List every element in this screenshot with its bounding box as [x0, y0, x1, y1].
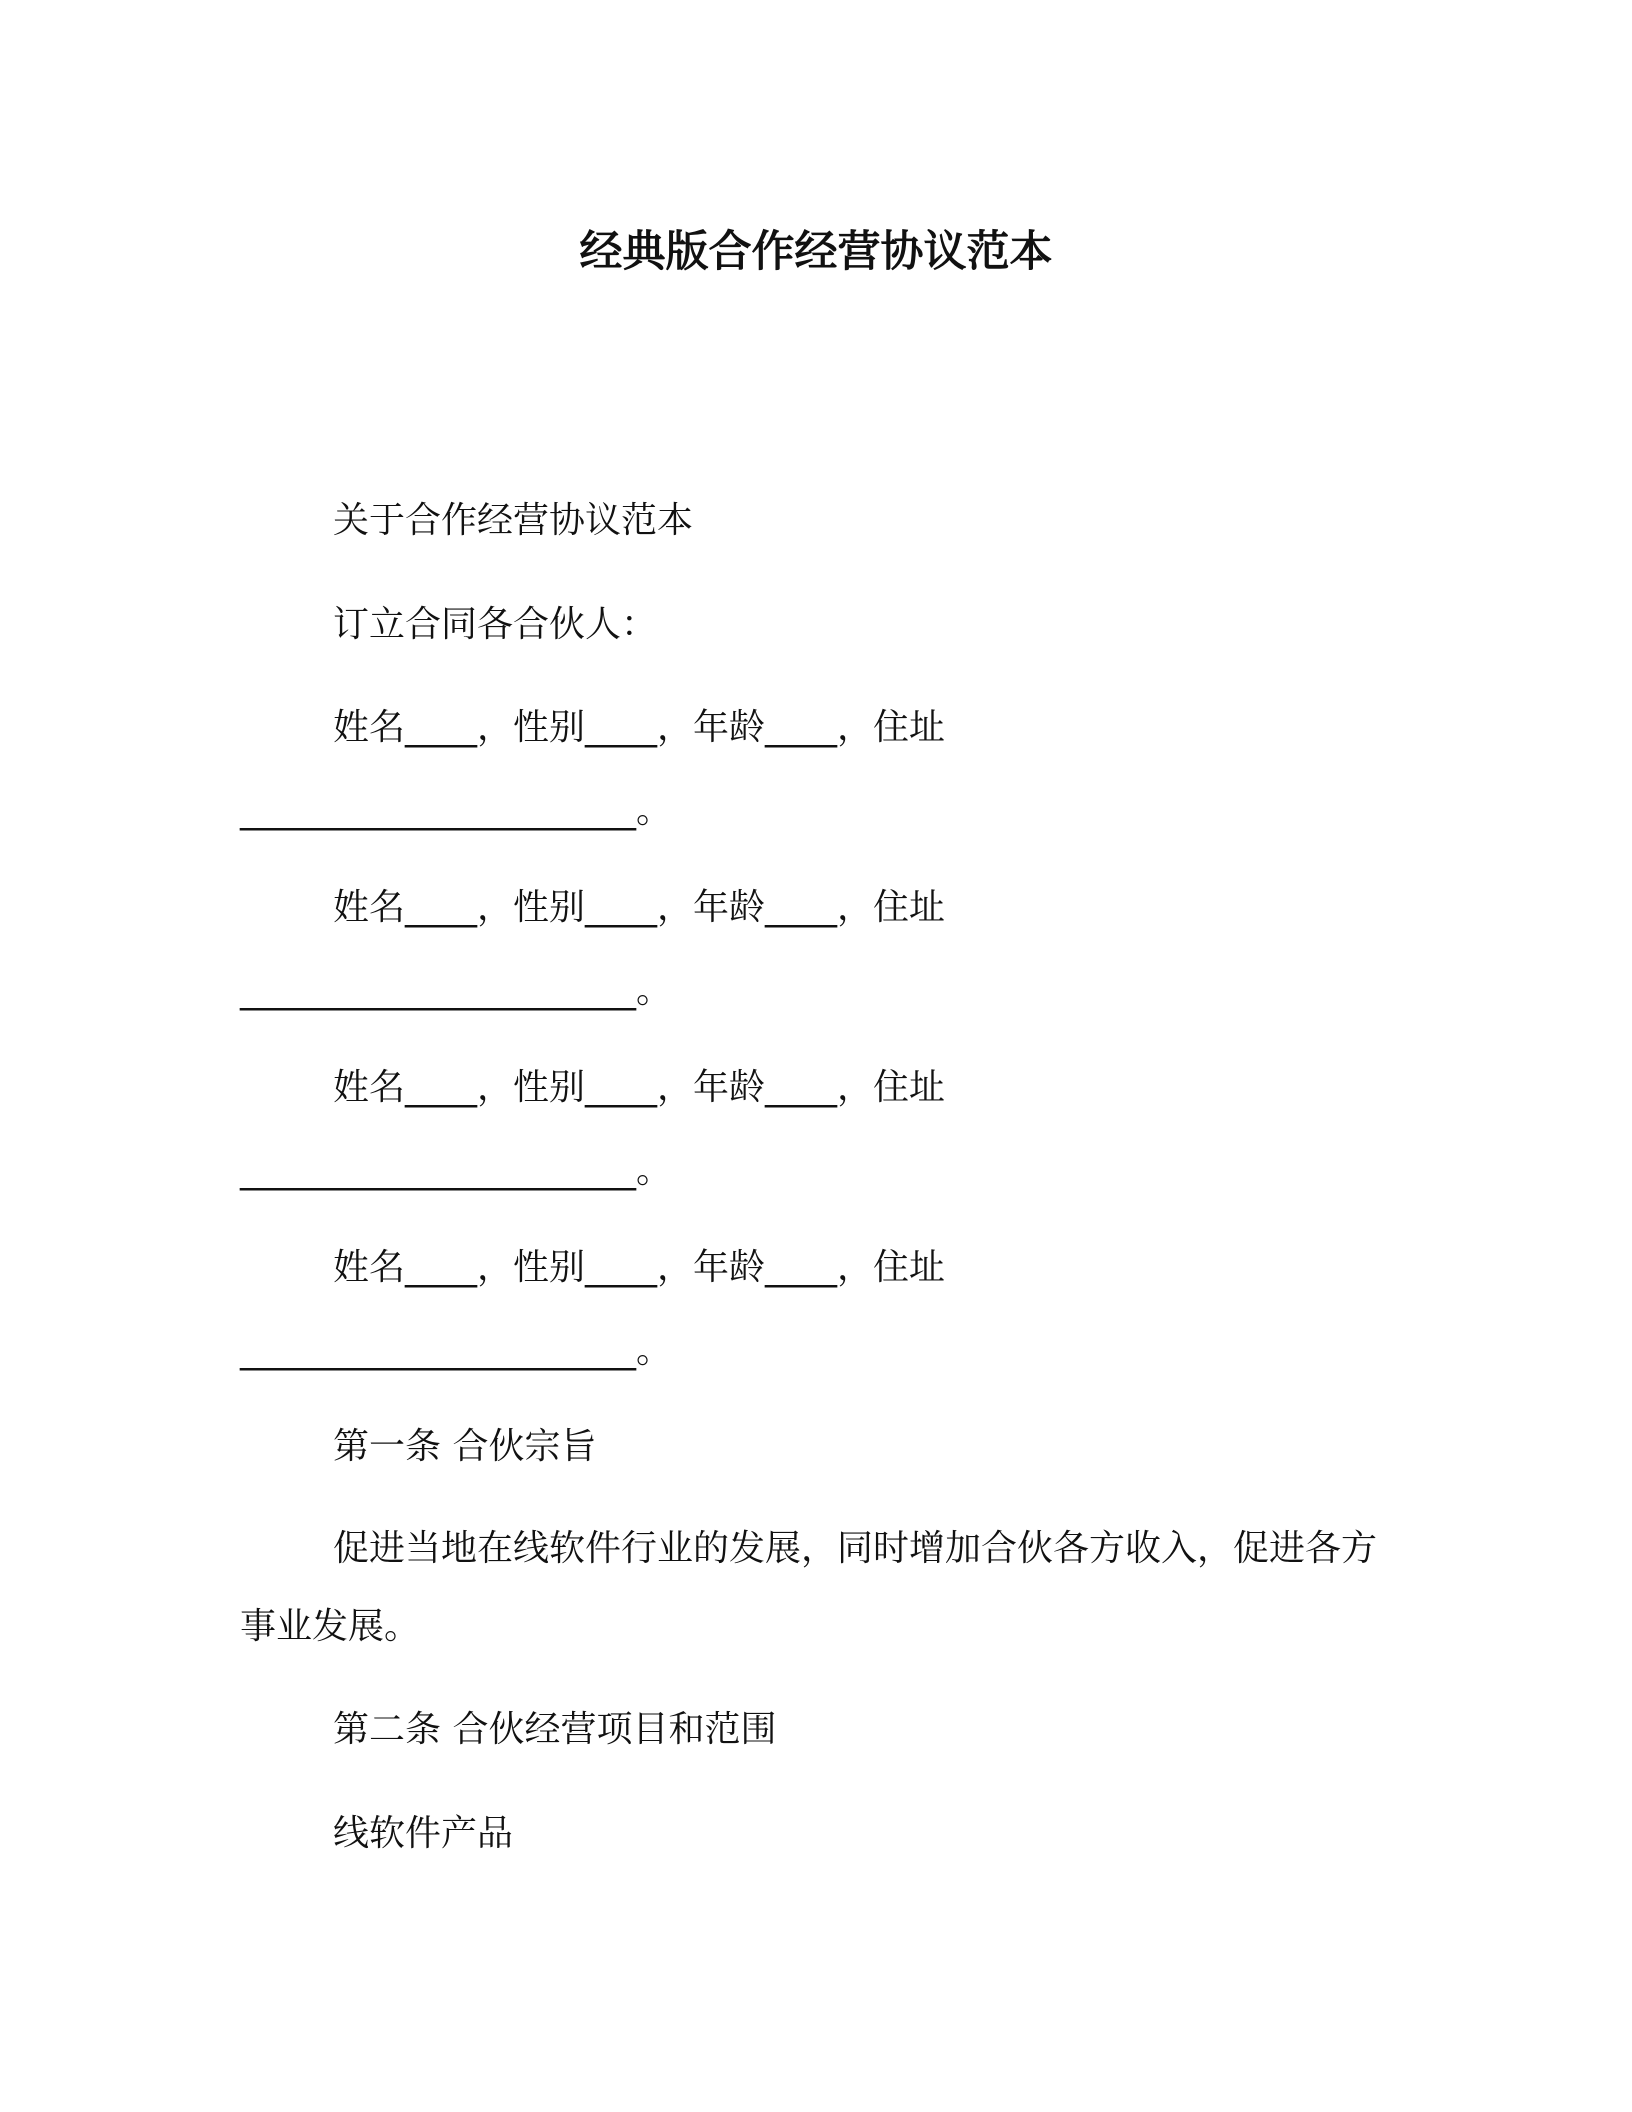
parties-heading: 订立合同各合伙人： [333, 604, 658, 645]
document-title: 经典版合作经营协议范本 [579, 227, 1053, 277]
party-1-line: 姓名____，性别____，年龄____，住址 [333, 707, 946, 748]
party-3-line: 姓名____，性别____，年龄____，住址 [333, 1067, 946, 1108]
party-4-line: 姓名____，性别____，年龄____，住址 [333, 1247, 946, 1288]
article-2-body: 线软件产品 [333, 1813, 514, 1854]
intro-heading: 关于合作经营协议范本 [333, 500, 694, 541]
party-1-address: ______________________。 [240, 790, 672, 831]
article-1-heading: 第一条 合伙宗旨 [333, 1426, 597, 1467]
party-4-address: ______________________。 [240, 1330, 672, 1371]
party-2-address: ______________________。 [240, 970, 672, 1011]
article-2-heading: 第二条 合伙经营项目和范围 [333, 1709, 777, 1750]
party-3-address: ______________________。 [240, 1150, 672, 1191]
article-1-body: 促进当地在线软件行业的发展，同时增加合伙各方收入，促进各方事业发展。 [240, 1528, 1378, 1647]
party-2-line: 姓名____，性别____，年龄____，住址 [333, 887, 946, 928]
